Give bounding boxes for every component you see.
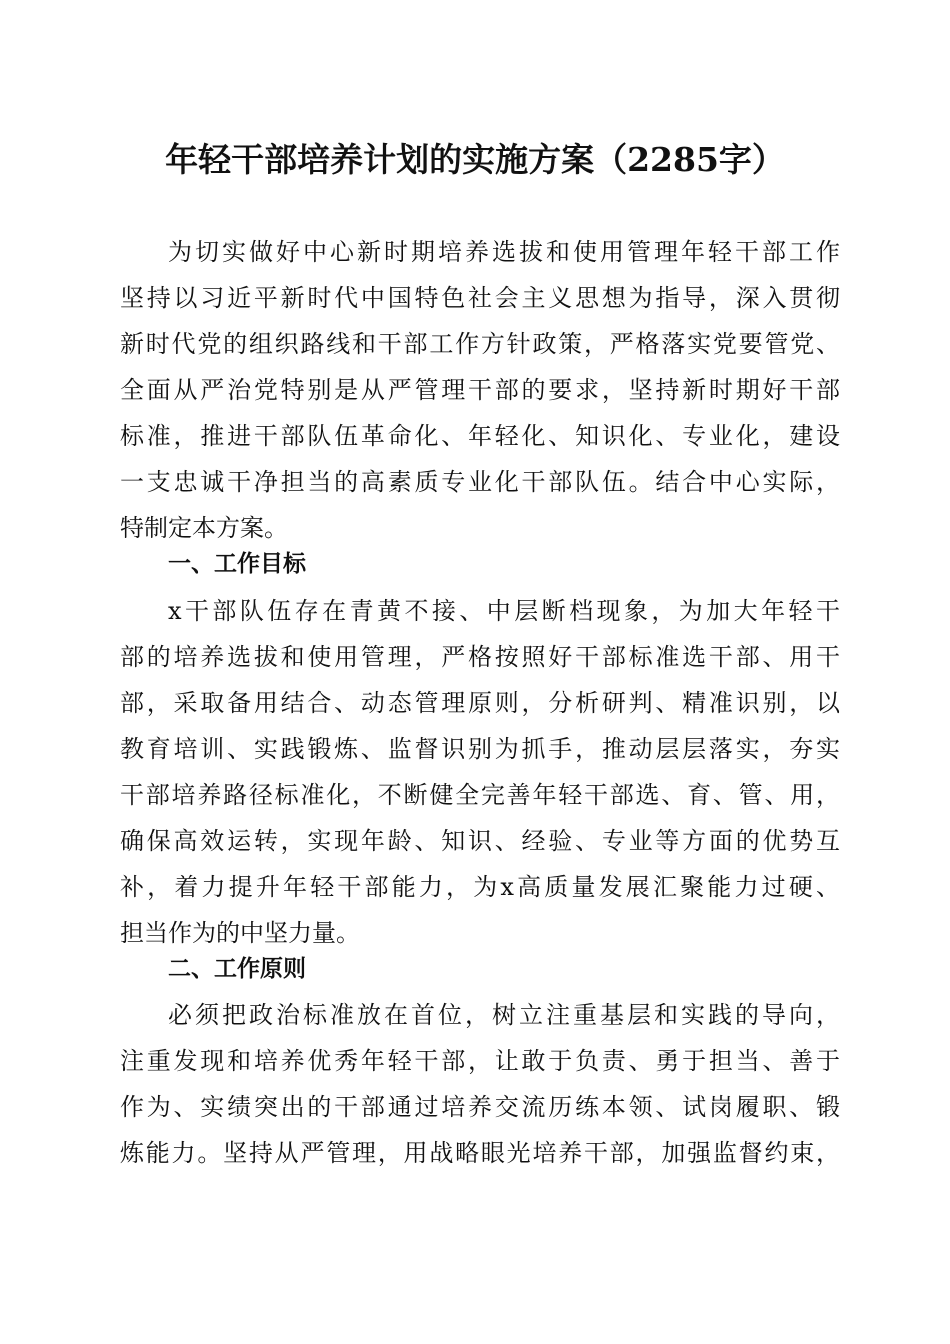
paragraph-line: x干部队伍存在青黄不接、中层断档现象，为加大年轻干: [168, 597, 840, 625]
paragraph-line: 坚持以习近平新时代中国特色社会主义思想为指导，深入贯彻: [120, 284, 840, 312]
paragraph-line: 特制定本方案。: [120, 514, 288, 542]
paragraph-line: 担当作为的中坚力量。: [120, 919, 360, 947]
paragraph-line: 确保高效运转，实现年龄、知识、经验、专业等方面的优势互: [120, 827, 840, 855]
paragraph-line: 部，采取备用结合、动态管理原则，分析研判、精准识别，以: [120, 689, 840, 717]
section-heading-goals: 一、工作目标: [168, 551, 306, 577]
paragraph-line: 为切实做好中心新时期培养选拔和使用管理年轻干部工作: [168, 238, 840, 266]
paragraph-line: 新时代党的组织路线和干部工作方针政策，严格落实党要管党、: [120, 330, 840, 358]
paragraph-line: 全面从严治党特别是从严管理干部的要求，坚持新时期好干部: [120, 376, 840, 404]
paragraph-line: 作为、实绩突出的干部通过培养交流历练本领、试岗履职、锻: [120, 1093, 840, 1121]
section-heading-principles: 二、工作原则: [168, 956, 306, 982]
paragraph-line: 一支忠诚干净担当的高素质专业化干部队伍。结合中心实际，: [120, 468, 840, 496]
paragraph-line: 部的培养选拔和使用管理，严格按照好干部标准选干部、用干: [120, 643, 840, 671]
paragraph-line: 教育培训、实践锻炼、监督识别为抓手，推动层层落实，夯实: [120, 735, 840, 763]
paragraph-line: 必须把政治标准放在首位，树立注重基层和实践的导向，: [168, 1001, 840, 1029]
paragraph-line: 干部培养路径标准化，不断健全完善年轻干部选、育、管、用，: [120, 781, 840, 809]
paragraph-line: 补，着力提升年轻干部能力，为x高质量发展汇聚能力过硬、: [120, 873, 840, 901]
paragraph-line: 标准，推进干部队伍革命化、年轻化、知识化、专业化，建设: [120, 422, 840, 450]
paragraph-line: 炼能力。坚持从严管理，用战略眼光培养干部，加强监督约束，: [120, 1139, 840, 1167]
paragraph-line: 注重发现和培养优秀年轻干部，让敢于负责、勇于担当、善于: [120, 1047, 840, 1075]
document-title: 年轻干部培养计划的实施方案（2285字）: [165, 140, 785, 179]
